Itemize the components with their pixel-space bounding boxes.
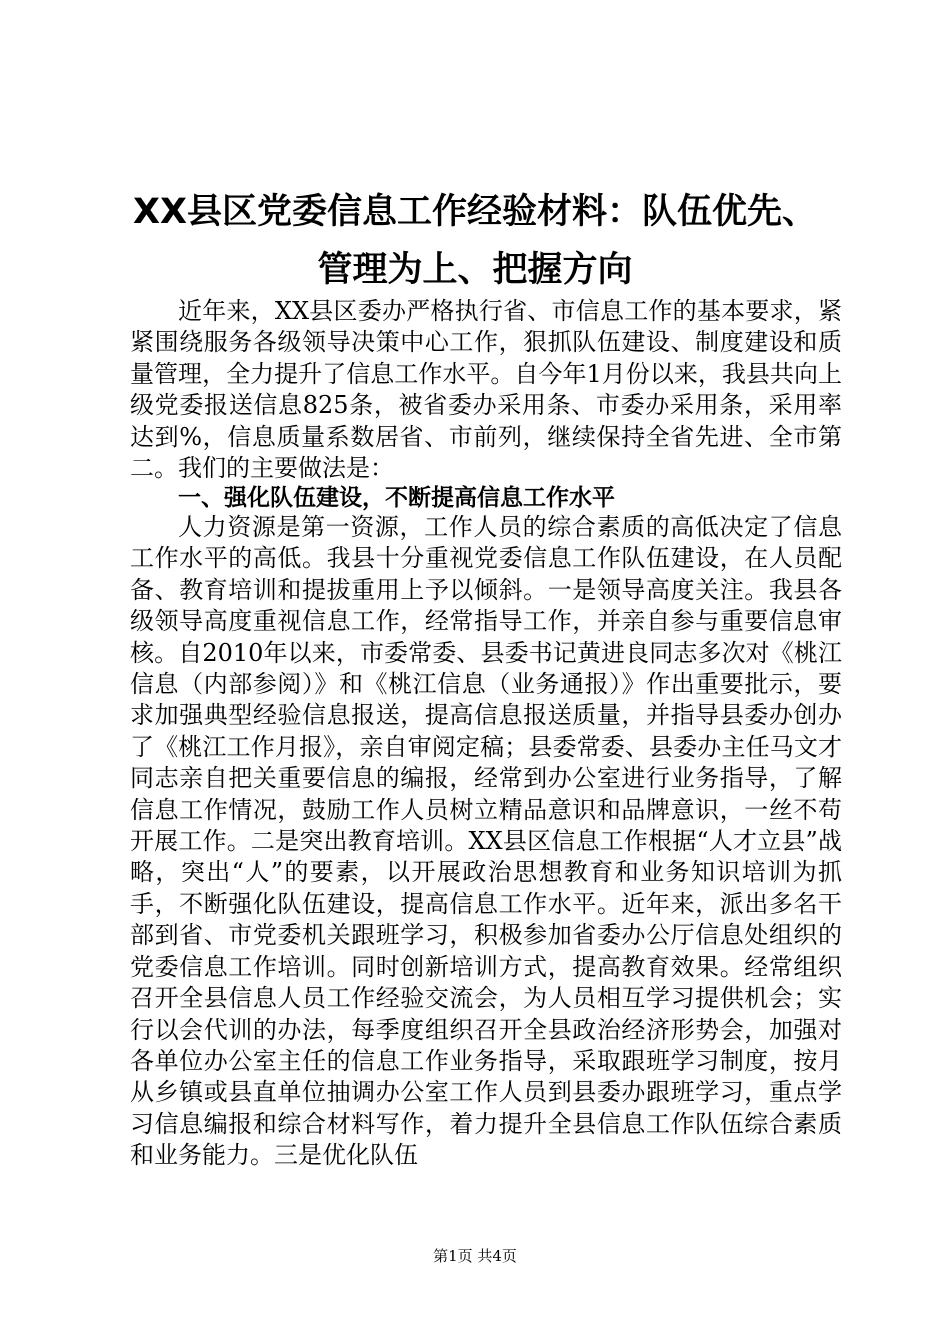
document-title-line-1: XX县区党委信息工作经验材料：队伍优先、 [133, 192, 817, 232]
document-title-line-2: 管理为上、把握方向 [317, 250, 633, 290]
page-footer: 第1页 共4页 [433, 1247, 517, 1265]
intro-paragraph: 近年来，XX县区委办严格执行省、市信息工作的基本要求，紧紧围绕服务各级领导决策中心工作，狠抓队伍建设、制度建设和质量管理，全力提升了信息工作水平。自今年1月份以来，我县共向上级党委报送信息825条，被省委办采用条、市委办采用条，采用率达到%，信息质量系数居省、市前列，继续保持全省先进、全市第二。我们的主要做法是： [130, 297, 842, 483]
section-heading-1: 一、强化队伍建设，不断提高信息工作水平 [178, 485, 615, 511]
section-1-paragraph: 人力资源是第一资源，工作人员的综合素质的高低决定了信息工作水平的高低。我县十分重视党委信息工作队伍建设，在人员配备、教育培训和提拔重用上予以倾斜。一是领导高度关注。我县各级领导高度重视信息工作，经常指导工作，并亲自参与重要信息审核。自2010年以来，市委常委、县委书记黄进良同志多次对《桃江信息（内部参阅）》和《桃江信息（业务通报）》作出重要批示，要求加强典型经验信息报送，提高信息报送质量，并指导县委办创办了《桃江工作月报》，亲自审阅定稿；县委常委、县委办主任马文才同志亲自把关重要信息的编报，经常到办公室进行业务指导，了解信息工作情况，鼓励工作人员树立精品意识和品牌意识，一丝不苟开展工作。二是突出教育培训。XX县区信息工作根据“人才立县”战略，突出“人”的要素，以开展政治思想教育和业务知识培训为抓手，不断强化队伍建设，提高信息工作水平。近年来，派出多名干部到省、市党委机关跟班学习，积极参加省委办公厅信息处组织的党委信息工作培训。同时创新培训方式，提高教育效果。经常组织召开全县信息人员工作经验交流会，为人员相互学习提供机会；实行以会代训的办法，每季度组织召开全县政治经济形势会，加强对各单位办公室主任的信息工作业务指导，采取跟班学习制度，按月从乡镇或县直单位抽调办公室工作人员到县委办跟班学习，重点学习信息编报和综合材料写作，着力提升全县信息工作队伍综合素质和业务能力。三是优化队伍 [130, 513, 842, 1170]
